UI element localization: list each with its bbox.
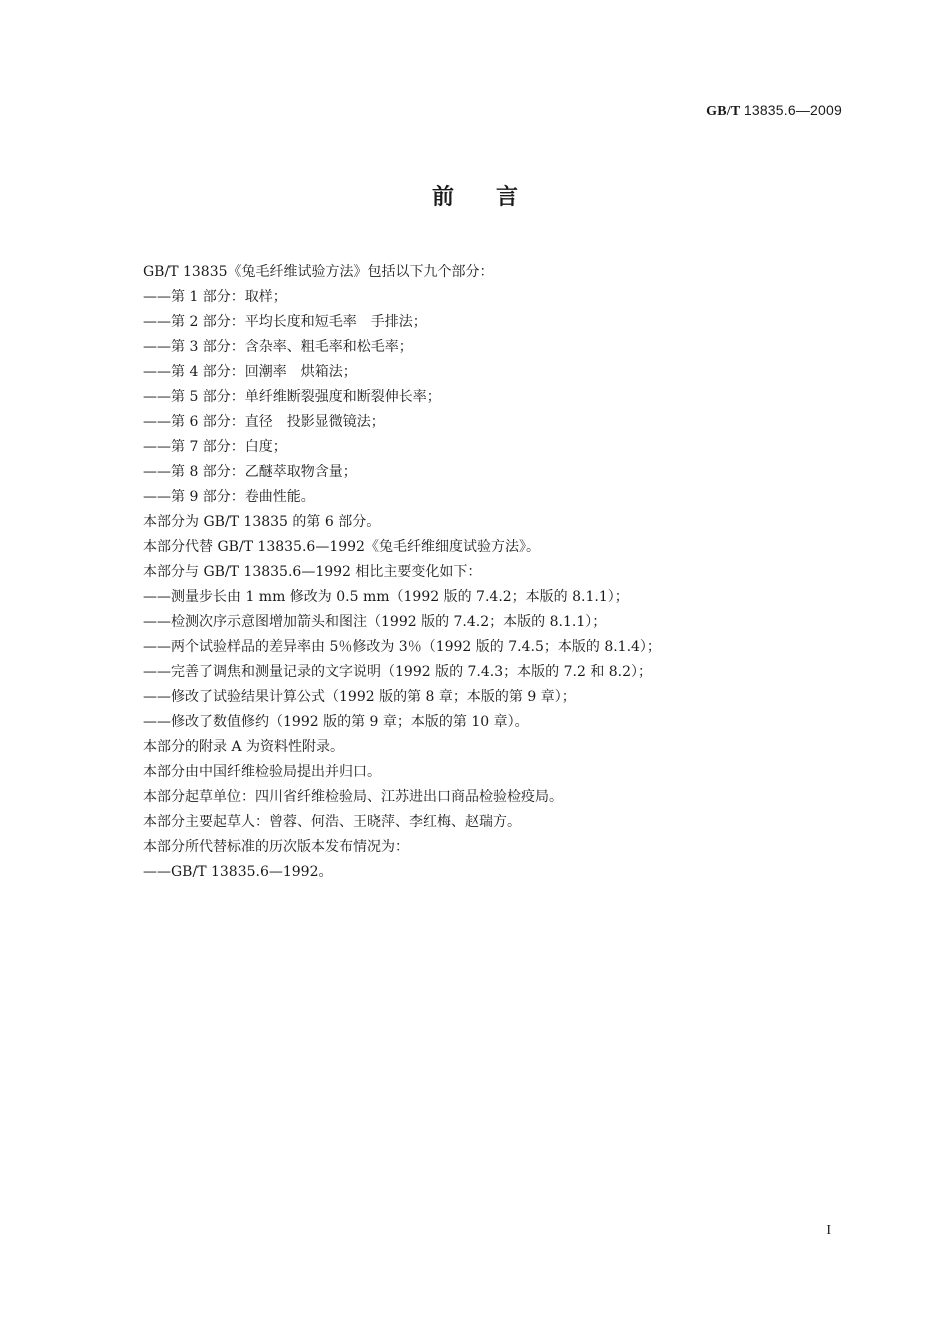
body-paragraph: 本部分所代替标准的历次版本发布情况为：	[143, 839, 409, 855]
change-list-item: ——修改了数值修约（1992 版的第 9 章；本版的第 10 章）。	[143, 714, 529, 730]
part-list-item: ——第 9 部分：卷曲性能。	[143, 489, 315, 505]
body-paragraph: 本部分代替 GB/T 13835.6—1992《兔毛纤维细度试验方法》。	[143, 539, 540, 555]
change-list-item: ——完善了调焦和测量记录的文字说明（1992 版的 7.4.3；本版的 7.2 和 8.2）；	[143, 664, 653, 680]
part-list-item: ——第 4 部分：回潮率 烘箱法；	[143, 364, 357, 380]
change-list-item: ——修改了试验结果计算公式（1992 版的第 8 章；本版的第 9 章）；	[143, 689, 576, 705]
change-list-item: ——测量步长由 1 mm 修改为 0.5 mm（1992 版的 7.4.2；本版的 8.1.1）；	[143, 589, 629, 605]
part-list-item: ——第 2 部分：平均长度和短毛率 手排法；	[143, 314, 427, 330]
change-list-item: ——两个试验样品的差异率由 5％修改为 3％（1992 版的 7.4.5；本版的 8.1.4）；	[143, 639, 661, 655]
body-paragraph: 本部分与 GB/T 13835.6—1992 相比主要变化如下：	[143, 564, 482, 580]
body-paragraph: 本部分起草单位：四川省纤维检验局、江苏进出口商品检验检疫局。	[143, 789, 563, 805]
part-list-item: ——第 1 部分：取样；	[143, 289, 287, 305]
intro-paragraph: GB/T 13835《兔毛纤维试验方法》包括以下九个部分：	[143, 264, 494, 280]
standard-prefix: GB/T	[706, 104, 741, 119]
page-title: 前言	[431, 185, 560, 210]
part-list-item: ——第 8 部分：乙醚萃取物含量；	[143, 464, 357, 480]
body-paragraph: 本部分主要起草人：曾蓉、何浩、王晓萍、李红梅、赵瑞方。	[143, 814, 521, 830]
page-number: I	[826, 1223, 831, 1238]
body-paragraph: 本部分由中国纤维检验局提出并归口。	[143, 764, 381, 780]
change-list-item: ——检测次序示意图增加箭头和图注（1992 版的 7.4.2；本版的 8.1.1）；	[143, 614, 607, 630]
body-paragraph: 本部分为 GB/T 13835 的第 6 部分。	[143, 514, 381, 530]
part-list-item: ——第 6 部分：直径 投影显微镜法；	[143, 414, 385, 430]
part-list-item: ——第 5 部分：单纤维断裂强度和断裂伸长率；	[143, 389, 441, 405]
part-list-item: ——第 3 部分：含杂率、粗毛率和松毛率；	[143, 339, 413, 355]
part-list-item: ——第 7 部分：白度；	[143, 439, 287, 455]
history-list-item: ——GB/T 13835.6—1992。	[143, 864, 333, 880]
standard-code	[706, 101, 842, 121]
standard-number: 13835.6—2009	[743, 102, 842, 118]
body-paragraph: 本部分的附录 A 为资料性附录。	[143, 739, 345, 755]
foreword-body	[143, 260, 843, 885]
